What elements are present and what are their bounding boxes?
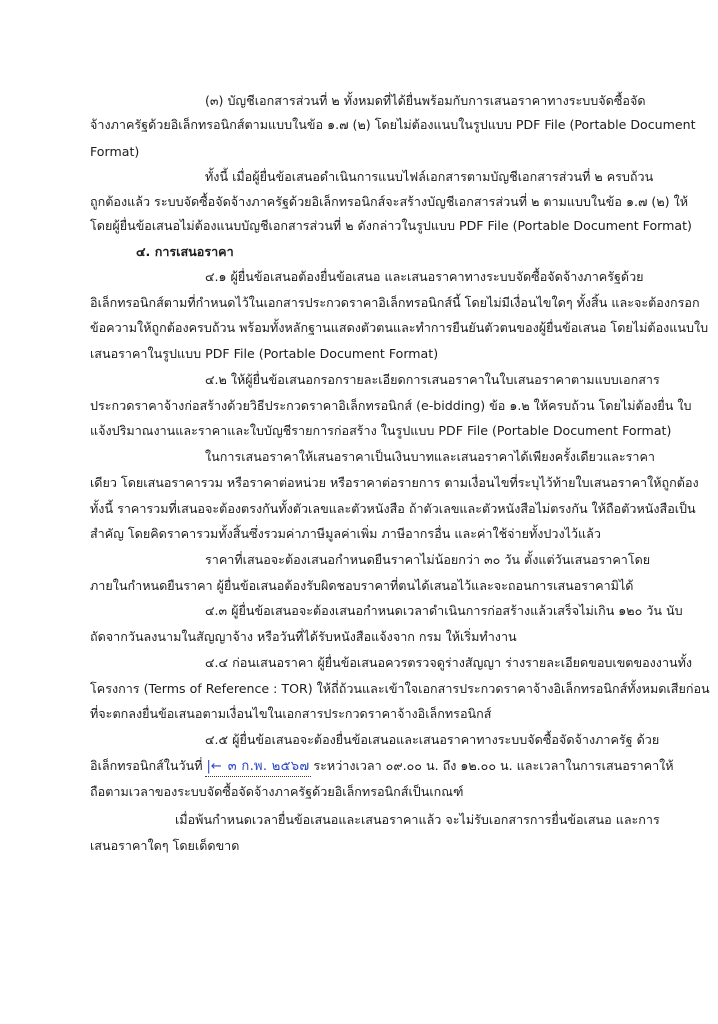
note-line-2: ถูกต้องแล้ว ระบบจัดซื้อจัดจ้างภาครัฐด้วยอิเล็กทรอนิกส์จะสร้างบัญชีเอกสารส่วนที่ ๒ ตามแบบในข้อ ๑.๗ (๒) ให้ bbox=[90, 194, 689, 209]
clause-4-1-line-4: เสนอราคาในรูปแบบ PDF File (Portable Document Format) bbox=[90, 346, 439, 361]
clause-4-2-para-2-line-3: ทั้งนี้ ราคารวมที่เสนอจะต้องตรงกันทั้งตัวเลขและตัวหนังสือ ถ้าตัวเลขและตัวหนังสือไม่ตรงกัน ให้ถือตัวหนังสือเป็น bbox=[90, 501, 696, 516]
clause-4-5-date-suffix: ระหว่างเวลา ๐๙.๐๐ น. ถึง ๑๒.๐๐ น. และเวลาในการเสนอราคาให้ bbox=[313, 758, 674, 773]
clause-4-2-line-2: ประกวดราคาจ้างก่อสร้างด้วยวิธีประกวดราคาอิเล็กทรอนิกส์ (e-bidding) ข้อ ๑.๒ ให้ครบถ้วน โดยไม่ต้องยื่น ใบ bbox=[90, 398, 692, 413]
clause-4-2-para-2-line-2: เดียว โดยเสนอราคารวม หรือราคาต่อหน่วย หรือราคาต่อรายการ ตามเงื่อนไขที่ระบุไว้ท้ายใบเสนอราคาให้ถูกต้อง bbox=[90, 475, 699, 490]
clause-4-1-line-1: ๔.๑ ผู้ยื่นข้อเสนอต้องยื่นข้อเสนอ และเสนอราคาทางระบบจัดซื้อจัดจ้างภาครัฐด้วย bbox=[205, 269, 644, 284]
clause-4-5-line-2 bbox=[90, 757, 674, 777]
clause-4-5-date-prefix: อิเล็กทรอนิกส์ในวันที่ bbox=[90, 758, 203, 773]
submission-date-field bbox=[205, 757, 312, 777]
validity-line-1: ราคาที่เสนอจะต้องเสนอกำหนดยืนราคาไม่น้อยกว่า ๓๐ วัน ตั้งแต่วันเสนอราคาโดย bbox=[205, 552, 651, 567]
clause-4-5-line-3: ถือตามเวลาของระบบจัดซื้อจัดจ้างภาครัฐด้วยอิเล็กทรอนิกส์เป็นเกณฑ์ bbox=[90, 784, 464, 799]
item-3-line-2: จ้างภาครัฐด้วยอิเล็กทรอนิกส์ตามแบบในข้อ ๑.๗ (๒) โดยไม่ต้องแนบในรูปแบบ PDF File (Portable Document bbox=[90, 117, 696, 132]
note-line-3: โดยผู้ยื่นข้อเสนอไม่ต้องแนบบัญชีเอกสารส่วนที่ ๒ ดังกล่าวในรูปแบบ PDF File (Portable Document Format) bbox=[90, 218, 692, 233]
clause-4-4-line-1: ๔.๔ ก่อนเสนอราคา ผู้ยื่นข้อเสนอควรตรวจดูร่างสัญญา ร่างรายละเอียดขอบเขตของงานทั้ง bbox=[205, 655, 693, 670]
clause-4-2-line-1: ๔.๒ ให้ผู้ยื่นข้อเสนอกรอกรายละเอียดการเสนอราคาในใบเสนอราคาตามแบบเอกสาร bbox=[205, 372, 660, 387]
handwritten-bracket-mark: |← bbox=[206, 759, 222, 774]
clause-4-3-line-2: ถัดจากวันลงนามในสัญญาจ้าง หรือวันที่ได้รับหนังสือแจ้งจาก กรม ให้เริ่มทำงาน bbox=[90, 629, 517, 644]
validity-line-2: ภายในกำหนดยืนราคา ผู้ยื่นข้อเสนอต้องรับผิดชอบราคาที่ตนได้เสนอไว้และจะถอนการเสนอราคามิได้ bbox=[90, 578, 634, 593]
clause-4-1-line-2: อิเล็กทรอนิกส์ตามที่กำหนดไว้ในเอกสารประกวดราคาอิเล็กทรอนิกส์นี้ โดยไม่มีเงื่อนไขใดๆ ทั้งสิ้น และจะต้องกรอก bbox=[90, 295, 700, 310]
section-heading: ๔. การเสนอราคา bbox=[136, 244, 234, 259]
clause-4-4-line-3: ที่จะตกลงยื่นข้อเสนอตามเงื่อนไขในเอกสารประกวดราคาจ้างอิเล็กทรอนิกส์ bbox=[90, 706, 492, 721]
clause-4-2-line-3: แจ้งปริมาณงานและราคาและใบบัญชีรายการก่อสร้าง ในรูปแบบ PDF File (Portable Document Format) bbox=[90, 423, 672, 438]
item-3-line-3: Format) bbox=[90, 144, 140, 159]
item-3-line-1: (๓) บัญชีเอกสารส่วนที่ ๒ ทั้งหมดที่ได้ยื่นพร้อมกับการเสนอราคาทางระบบจัดซื้อจัด bbox=[205, 93, 646, 108]
clause-4-2-para-2-line-4: สำคัญ โดยคิดราคารวมทั้งสิ้นซึ่งรวมค่าภาษีมูลค่าเพิ่ม ภาษีอากรอื่น และค่าใช้จ่ายทั้งปวงไว้แล้ว bbox=[90, 526, 601, 541]
clause-4-2-para-2-line-1: ในการเสนอราคาให้เสนอราคาเป็นเงินบาทและเสนอราคาได้เพียงครั้งเดียวและราคา bbox=[205, 449, 655, 464]
clause-4-3-line-1: ๔.๓ ผู้ยื่นข้อเสนอจะต้องเสนอกำหนดเวลาดำเนินการก่อสร้างแล้วเสร็จไม่เกิน ๑๒๐ วัน นับ bbox=[205, 603, 683, 618]
note-line-1: ทั้งนี้ เมื่อผู้ยื่นข้อเสนอดำเนินการแนบไฟล์เอกสารตามบัญชีเอกสารส่วนที่ ๒ ครบถ้วน bbox=[205, 169, 654, 184]
clause-4-4-line-2: โครงการ (Terms of Reference : TOR) ให้ถี่ถ้วนและเข้าใจเอกสารประกวดราคาจ้างอิเล็กทรอนิกส์ทั้งหมดเสียก่อน bbox=[90, 681, 710, 696]
deadline-line-1: เมื่อพ้นกำหนดเวลายื่นข้อเสนอและเสนอราคาแล้ว จะไม่รับเอกสารการยื่นข้อเสนอ และการ bbox=[175, 812, 660, 827]
clause-4-1-line-3: ข้อความให้ถูกต้องครบถ้วน พร้อมทั้งหลักฐานแสดงตัวตนและทำการยืนยันตัวตนของผู้ยื่นข้อเสนอ โดยไม่ต้องแนบใบ bbox=[90, 320, 709, 335]
deadline-line-2: เสนอราคาใดๆ โดยเด็ดขาด bbox=[90, 838, 240, 853]
clause-4-5-line-1: ๔.๕ ผู้ยื่นข้อเสนอจะต้องยื่นข้อเสนอและเสนอราคาทางระบบจัดซื้อจัดจ้างภาครัฐ ด้วย bbox=[205, 732, 660, 747]
handwritten-submission-date: ๓ ก.พ. ๒๕๖๗ bbox=[227, 759, 310, 774]
